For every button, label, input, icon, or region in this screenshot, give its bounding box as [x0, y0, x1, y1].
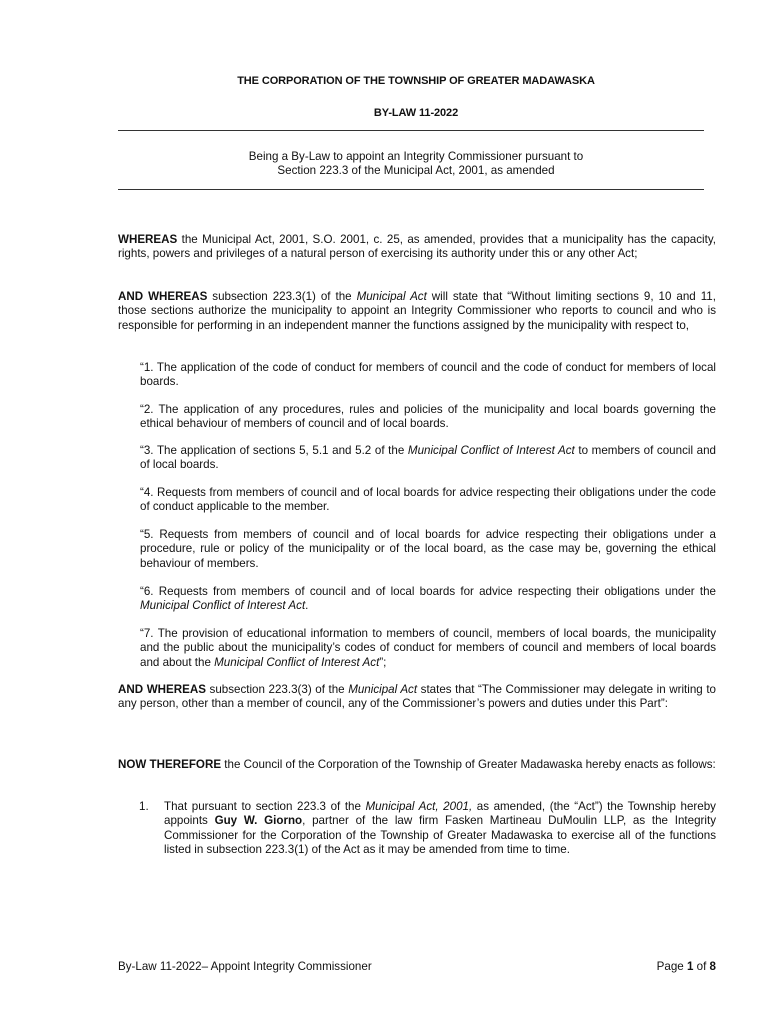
p3-text-b: states that “The Commissioner may delegate in writing to any person, other than a member of council, any of the Commissioner’s powers and duties under this Part”: — [118, 683, 716, 711]
quote-item-5: “5. Requests from members of council and of local boards for advice respecting their obligations under a procedure, rule or policy of the municipality or of the local board, as the case may be, governing the ethical behaviour of members. — [140, 528, 716, 570]
appointee-name: Guy W. Giorno — [214, 814, 303, 828]
corporation-heading: THE CORPORATION OF THE TOWNSHIP OF GREATER MADAWASKA — [237, 75, 595, 87]
now-therefore-paragraph — [118, 758, 716, 772]
q6-act-name: Municipal Conflict of Interest Act — [140, 599, 306, 613]
q7-act-name: Municipal Conflict of Interest Act — [214, 655, 380, 669]
divider-top — [118, 130, 704, 131]
item1-text-b: as amended, (the “Act”) the Township hereby appoints — [164, 800, 716, 828]
p3-act-name: Municipal Act — [348, 683, 418, 696]
quote-item-2: “2. The application of any procedures, rules and policies of the municipality and local boards governing the ethical behaviour of members of council and of local boards. — [140, 403, 716, 431]
total-pages: 8 — [709, 960, 716, 973]
item1-text-a: That pursuant to section 223.3 of the — [164, 800, 366, 813]
footer-title: By-Law 11-2022– Appoint Integrity Commissioner — [118, 960, 372, 973]
whereas-paragraph-3 — [118, 683, 716, 712]
quote-item-4: “4. Requests from members of council and of local boards for advice respecting their obligations under the code of conduct applicable to the member. — [140, 486, 716, 514]
whereas-text: the Municipal Act, 2001, S.O. 2001, c. 25, as amended, provides that a municipality has the capacity, rights, powers and privileges of a natural person of exercising its authority under this or any other Act; — [118, 233, 716, 261]
whereas-paragraph-1 — [118, 233, 716, 262]
p2-text-b: will state that “Without limiting sections 9, 10 and 11, those sections authorize the municipality to appoint an Integrity Commissioner who reports to council and who is responsible for performing in an independent manner the functions assigned by the municipality with respect to, — [118, 290, 716, 332]
q7-text-b: ”; — [379, 655, 387, 669]
page-word: Page — [656, 960, 687, 973]
p2-act-name: Municipal Act — [356, 290, 427, 303]
item1-act-name: Municipal Act, 2001, — [365, 800, 473, 813]
enactment-item-1 — [164, 800, 716, 858]
now-therefore-lead: NOW THEREFORE — [118, 758, 222, 771]
whereas-paragraph-2 — [118, 290, 716, 333]
q6-text-a: “6. Requests from members of council and of local boards for advice respecting their obligations under the — [140, 585, 716, 598]
p2-text-a: subsection 223.3(1) of the — [207, 290, 357, 303]
quote-item-6 — [140, 585, 716, 614]
q3-text-a: “3. The application of sections 5, 5.1 and 5.2 of the — [140, 444, 408, 457]
and-whereas-lead: AND WHEREAS — [118, 290, 208, 303]
divider-bottom — [118, 189, 704, 190]
footer-page-number — [620, 960, 716, 974]
quote-item-3 — [140, 444, 716, 473]
q3-text-b: to members of council and of local boards. — [140, 444, 716, 472]
bylaw-purpose-line-1: Being a By-Law to appoint an Integrity Commissioner pursuant to — [248, 150, 584, 163]
q7-text-a: “7. The provision of educational information to members of council, members of local boards, the municipality and the public about the municipality’s codes of conduct for members of council and members of local boards and about the — [140, 627, 716, 669]
quote-item-1: “1. The application of the code of conduct for members of council and the code of conduct for members of local boards. — [140, 361, 716, 389]
item-number-1: 1. — [139, 800, 149, 813]
p3-text-a: subsection 223.3(3) of the — [205, 683, 349, 696]
q6-text-b: . — [305, 599, 309, 613]
and-whereas-lead-2: AND WHEREAS — [118, 683, 206, 696]
q3-act-name: Municipal Conflict of Interest Act — [407, 444, 575, 457]
item1-text-c: , partner of the law firm Fasken Martineau DuMoulin LLP, as the Integrity Commissioner for the Corporation of the Township of Greater Madawaska to exercise all of the functions listed in subsection 223.3(1) of the Act as it may be amended from time to time. — [164, 814, 716, 857]
quote-item-7 — [140, 627, 716, 670]
now-therefore-text: the Council of the Corporation of the Township of Greater Madawaska hereby enacts as follows: — [221, 758, 716, 771]
bylaw-number: BY-LAW 11-2022 — [373, 107, 459, 119]
current-page: 1 — [686, 960, 694, 973]
of-word: of — [693, 960, 710, 973]
bylaw-purpose-line-2: Section 223.3 of the Municipal Act, 2001, as amended — [277, 164, 555, 177]
whereas-lead: WHEREAS — [118, 233, 178, 246]
